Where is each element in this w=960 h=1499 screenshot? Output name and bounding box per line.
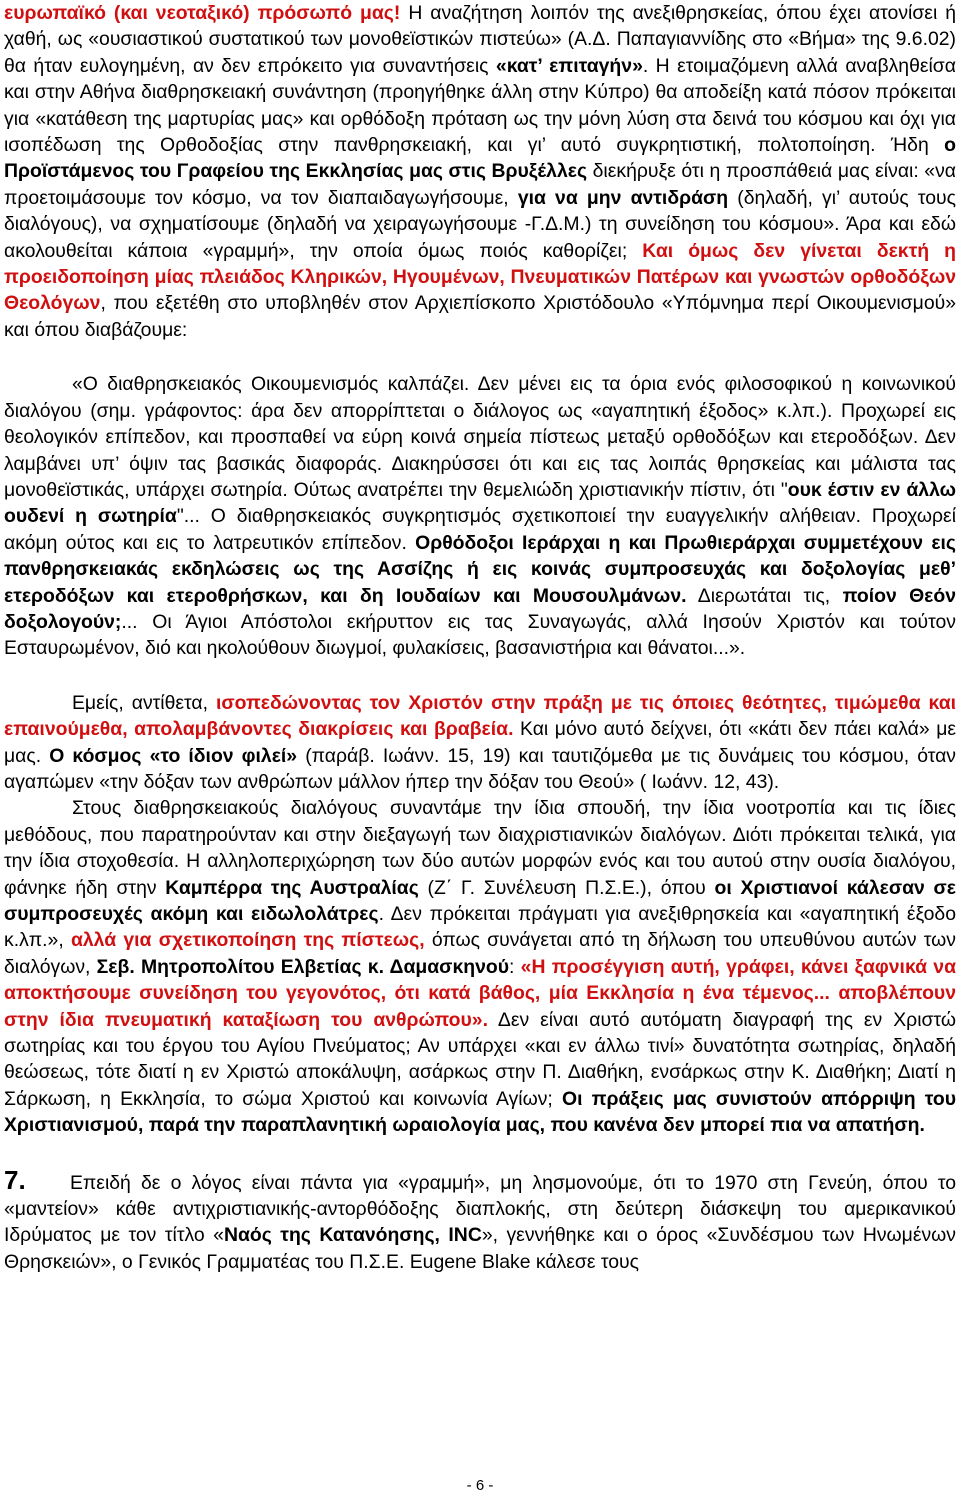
red-emphasis: «Η προσέγγιση αυτή, γράφει, κάνει ξαφνικά να αποκτήσουμε συνείδηση του γεγονότος, ότι κατά βάθος, μία Εκκλησία η ένα τέμενος... αποβλέπουν στην ίδια πνευματική καταξίωση του ανθρώπου». [4,955,956,1031]
section-number: 7. [4,1164,26,1195]
red-emphasis: ευρωπαϊκό (και νεοταξικό) πρόσωπό μας! [4,2,401,24]
bold-emphasis: οι Χριστιανοί κάλεσαν σε συμπροσευχές ακόμη και ειδωλολάτρες [4,876,957,925]
spacer [4,662,956,690]
page-number: - 6 - [466,1477,494,1494]
bold-emphasis: ποίον Θεόν δοξολογούν; [4,584,957,633]
paragraph-1: ευρωπαϊκό (και νεοταξικό) πρόσωπό μας! Η αναζήτηση λοιπόν της ανεξιθρησκείας, όπου έχει ατονίσει ή χαθή, ως «ουσιαστικού συστατικού των μονοθεϊστικών πιστεύω» (Α.Δ. Παπαγιαννίδης στο «Βήμα» της 9.6.02) θα ήταν ευλογημένη, αν δεν επρόκειτο για συναντήσεις «κατ’ επιταγήν». Η ετοιμαζόμενη αλλά αναβληθείσα και στην Αθήνα διαθρησκειακή συνάντηση (προηγήθηκε άλλη στην Κύπρο) θα αποδείξη κατά πόσον πρόκειται για «κατάθεση της μαρτυρίας μας» και ορθόδοξη πρόταση ως την μόνη λύση στα δεινά του κόσμου και όχι για ισοπέδωση της Ορθοδοξίας στην πανθρησκειακή, και γι’ αυτό συγκρητιστική, πολτοποίηση. Ήδη ο Προϊστάμενος του Γραφείου της Εκκλησίας μας στις Βρυξέλλες διεκήρυξε ότι η προσπάθειά μας είναι: «να προετοιμάσουμε τον κόσμο, να τον διαπαιδαγωγήσουμε, για να μην αντιδράση (δηλαδή, γι’ αυτούς τους διαλόγους), να σχηματίσουμε (δηλαδή να χειραγωγήσουμε -Γ.Δ.Μ.) τη συνείδηση του κόσμου». Άρα και εδώ ακολουθείται κάποια «γραμμή», την οποία όμως ποιός καθορίζει; Και όμως δεν γίνεται δεκτή η προειδοποίηση μίας πλειάδος Κληρικών, Ηγουμένων, Πνευματικών Πατέρων και γνωστών ορθοδόξων Θεολόγων, που εξετέθη στο υποβληθέν στον Αρχιεπίσκοπο Χριστόδουλο «Υπόμνημα περί Οικουμενισμού» και όπου διαβάζουμε: [4,2,957,341]
bold-emphasis: Καμπέρρα της Αυστραλίας [165,876,419,899]
red-emphasis: Και όμως δεν γίνεται δεκτή η προειδοποίηση μίας πλειάδος Κληρικών, Ηγουμένων, Πνευματικών Πατέρων και γνωστών ορθοδόξων Θεολόγων [4,239,956,315]
red-emphasis: ισοπεδώνοντας τον Χριστόν στην πράξη με τις όποιες θεότητες, τιμώμεθα και επαινούμεθα, απολαμβάνοντες διακρίσεις και βραβεία. [4,691,956,741]
spacer [4,1139,956,1167]
bold-emphasis: ουκ έστιν εν άλλω ουδενί η σωτηρία [4,478,956,528]
bold-emphasis: ο Προϊστάμενος του Γραφείου της Εκκλησίας μας στις Βρυξέλλες [4,134,956,183]
document-page [4,0,956,1275]
quote-paragraph: «Ο διαθρησκειακός Οικουμενισμός καλπάζει. Δεν μένει εις τα όρια ενός φιλοσοφικού η κοινωνικού διαλόγου (σημ. γράφοντος: άρα δεν απορρίπτεται ο διάλογος ως «αγαπητική έξοδος» κ.λπ.). Προχωρεί εις θεολογικόν επίπεδον, και προσπαθεί να εύρη κοινά σημεία πίστεως μεταξύ ορθοδόξων και ετεροδόξων. Δεν λαμβάνει υπ’ όψιν τας βασικάς διαφοράς. Διακηρύσσει ότι και εις τας λοιπάς θρησκείας και μάλιστα τας μονοθεϊστικάς, υπάρχει σωτηρία. Ούτως ανατρέπει την θεμελιώδη χριστιανικήν πίστιν, ότι "ουκ έστιν εν άλλω ουδενί η σωτηρία"... Ο διαθρησκειακός συγκρητισμός σχετικοποιεί την ευαγγελικήν αλήθειαν. Προχωρεί ακόμη ούτος και εις το λατρευτικόν επίπεδον. Ορθόδοξοι Ιεράρχαι η και Πρωθιεράρχαι συμμετέχουν εις πανθρησκειακάς εκδηλώσεις ως της Ασσίζης ή εις κοινάς συμπροσευχάς και δοξολογίας μεθ’ ετεροδόξων και ετεροθρήσκων, και δη Ιουδαίων και Μουσουλμάνων. Διερωτάται τις, ποίον Θεόν δοξολογούν;... Οι Άγιοι Απόστολοι εκήρυττον εις τας Συναγωγάς, αλλά Ιησούν Χριστόν και τούτον Εσταυρωμένον, διό και ηκολούθουν διωγμοί, φυλακίσεις, βασανιστήρια και θάνατοι...». [4,373,957,660]
bold-emphasis: Οι πράξεις μας συνιστούν απόρριψη του Χριστιανισμού, παρά την παραπλανητική ωραιολογία μας, που κανένα δεν μπορεί πια να απατήση. [4,1087,956,1137]
bold-emphasis: Ορθόδοξοι Ιεράρχαι η και Πρωθιεράρχαι συμμετέχουν εις πανθρησκειακάς εκδηλώσεις ως της Ασσίζης ή εις κοινάς συμπροσευχάς και δοξολογίας μεθ’ ετεροδόξων και ετεροθρήσκων, και δη Ιουδαίων και Μουσουλμάνων. [4,531,957,607]
spacer [4,343,956,371]
bold-emphasis: Ναός της Κατανόησης, INC [223,1224,482,1247]
paragraph-3: Εμείς, αντίθετα, ισοπεδώνοντας τον Χριστόν στην πράξη με τις όποιες θεότητες, τιμώμεθα και επαινούμεθα, απολαμβάνοντες διακρίσεις και βραβεία. Και μόνο αυτό δείχνει, ότι «κάτι δεν πάει καλά» με μας. Ο κόσμος «το ίδιον φιλεί» (παράβ. Ιωάνν. 15, 19) και ταυτιζόμεθα με τις δυνάμεις του κόσμου, όταν αγαπώμεν «την δόξαν των ανθρώπων μάλλον ήπερ την δόξαν του Θεού» ( Ιωάνν. 12, 43). [4,691,957,793]
bold-emphasis: «κατ’ επιταγήν» [495,54,643,77]
red-emphasis: αλλά για σχετικοποίηση της πίστεως, [70,929,425,952]
paragraph-7: 7. Επειδή δε ο λόγος είναι πάντα για «γραμμή», μη λησμονούμε, ότι το 1970 στη Γενεύη, όπου το «μαντείον» κάθε αντιχριστιανικής-αντορθόδοξης διαπλοκής, στη δεύτερη διάσκεψη του αμερικανικού Ιδρύματος με τον τίτλο «Ναός της Κατανόησης, INC», γεννήθηκε και ο όρος «Συνδέσμου των Ηνωμένων Θρησκειών», ο Γενικός Γραμματέας του Π.Σ.Ε. Eugene Blake κάλεσε τους [4,1164,956,1273]
bold-emphasis: Σεβ. Μητροπολίτου Ελβετίας κ. Δαμασκηνού [96,955,510,978]
bold-emphasis: Ο κόσμος «το ίδιον φιλεί» [49,744,298,767]
bold-emphasis: για να μην αντιδράση [517,186,729,209]
paragraph-4: Στους διαθρησκειακούς διαλόγους συναντάμε την ίδια σπουδή, την ίδια νοοτροπία και τις ίδιες μεθόδους, που παρατηρούνταν και στην διεξαγωγή των διαχριστιανικών διαλόγων. Διότι πρόκειται τελικά, για την ίδια στοχοθεσία. Η αλληλοπεριχώρηση των δύο αυτών μορφών ενός και του αυτού στην ουσία διαλόγου, φάνηκε ήδη στην Καμπέρρα της Αυστραλίας (Ζ΄ Γ. Συνέλευση Π.Σ.Ε.), όπου οι Χριστιανοί κάλεσαν σε συμπροσευχές ακόμη και ειδωλολάτρες. Δεν πρόκειται πράγματι για ανεξιθρησκεία και «αγαπητική έξοδο κ.λπ.», αλλά για σχετικοποίηση της πίστεως, όπως συνάγεται από τη δήλωση του υπευθύνου αυτών των διαλόγων, Σεβ. Μητροπολίτου Ελβετίας κ. Δαμασκηνού: «Η προσέγγιση αυτή, γράφει, κάνει ξαφνικά να αποκτήσουμε συνείδηση του γεγονότος, ότι κατά βάθος, μία Εκκλησία η ένα τέμενος... αποβλέπουν στην ίδια πνευματική καταξίωση του ανθρώπου». Δεν είναι αυτό αυτόματη διαγραφή της εν Χριστώ σωτηρίας και του έργου του Αγίου Πνεύματος; Αν υπάρχει «και εν άλλω τινί» δυνατότητα σωτηρίας, δηλαδή θεώσεως, τότε διατί η εν Χριστώ αποκάλυψη, ασάρκως στην Π. Διαθήκη, ενσάρκως στην Κ. Διαθήκη; Διατί η Σάρκωση, η Εκκλησία, το σώμα Χριστού και κοινωνία Αγίων; Οι πράξεις μας συνιστούν απόρριψη του Χριστιανισμού, παρά την παραπλανητική ωραιολογία μας, που κανένα δεν μπορεί πια να απατήση. [4,797,957,1137]
